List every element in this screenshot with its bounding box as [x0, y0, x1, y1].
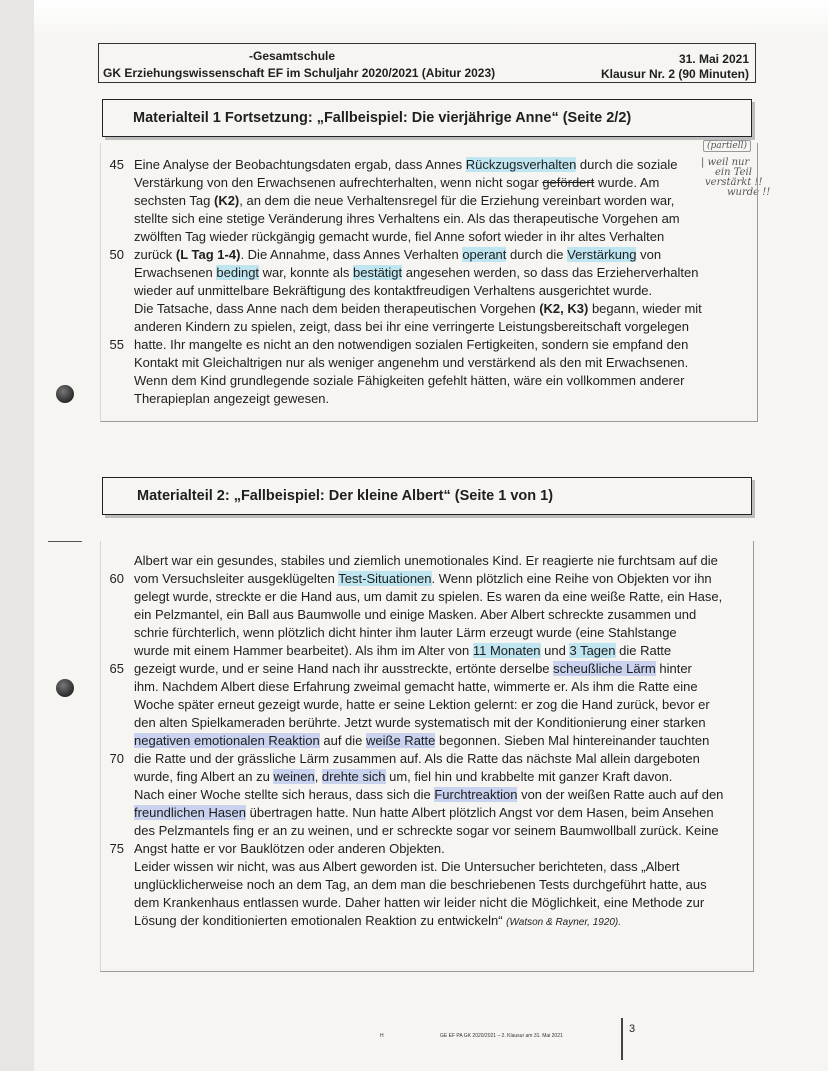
- text-segment: dem Krankenhaus entlassen wurde. Daher hatten wir leider nicht die Möglichkeit, eine Methode zur: [134, 895, 705, 910]
- text-line: [96, 606, 723, 624]
- text-segment: des Pelzmantels fing er an zu weinen, und er schreckte sogar vor seinem Baumwollball zurück. Keine: [134, 823, 719, 838]
- text-segment: unglücklicherweise noch an dem Tag, an dem man die beschriebenen Tests durchgeführt hatte, aus: [134, 877, 707, 892]
- text-line: [96, 822, 723, 840]
- text-segment: Wenn dem Kind grundlegende soziale Fähigkeiten gefehlt hätten, wäre ein vollkommen anderer: [134, 373, 685, 388]
- text-segment: übertragen hatte. Nun hatte Albert plötzlich Angst vor dem Hasen, beim Ansehen: [246, 805, 714, 820]
- text-segment: gelegt wurde, streckte er die Hand aus, um damit zu spielen. Es waren da eine weiße Ratte, ein Hase,: [134, 589, 723, 604]
- highlighted-text: bestätigt: [353, 265, 403, 280]
- school-name: -Gesamtschule: [249, 49, 336, 63]
- text-segment: Therapieplan angezeigt gewesen.: [134, 391, 330, 406]
- text-segment: durch die: [506, 247, 568, 262]
- text-segment: (K2, K3): [539, 301, 589, 316]
- text-segment: von der weißen Ratte auch auf den: [517, 787, 724, 802]
- text-segment: sechsten Tag: [134, 193, 214, 208]
- text-line: [96, 354, 702, 372]
- text-segment: schrie fürchterlich, wenn plötzlich dicht hinter ihm lauter Lärm erzeugt wurde (eine Stahlstange: [134, 625, 677, 640]
- annotation-partiell: (partiell): [703, 140, 751, 152]
- text-line: [96, 696, 723, 714]
- text-segment: den alten Spielkameraden berührte. Jetzt wurde systematisch mit der Konditionierung einer starken: [134, 715, 706, 730]
- text-line: [96, 318, 702, 336]
- line-number: 65: [109, 661, 124, 676]
- annotation-line: wurde !!: [727, 187, 771, 198]
- highlighted-text: weiße Ratte: [366, 733, 436, 748]
- text-segment: die Ratte und der grässliche Lärm zusammen auf. Als die Ratte das nächste Mal allein dargeboten: [134, 751, 700, 766]
- text-segment: zwölften Tag wieder rückgängig gemacht wurde, fiel Anne sofort wieder in ihr altes Verhalten: [134, 229, 665, 244]
- text-line: [96, 192, 702, 210]
- line-number: 70: [109, 751, 124, 766]
- text-segment: Erwachsenen: [134, 265, 217, 280]
- text-segment: Woche später erneut gezeigt wurde, hatte er seine Lektion gelernt: er zog die Hand zurück, bevor er: [134, 697, 710, 712]
- line-number: 50: [109, 247, 124, 262]
- line-number: 55: [109, 337, 124, 352]
- text-segment: auf die: [319, 733, 367, 748]
- text-segment: begonnen. Sieben Mal hintereinander tauchten: [435, 733, 710, 748]
- highlighted-text: Rückzugsverhalten: [465, 157, 577, 172]
- text-segment: wurde, fing Albert an zu: [134, 769, 274, 784]
- section1-text: [96, 156, 702, 408]
- text-line: [96, 228, 702, 246]
- highlighted-text: Verstärkung: [567, 247, 637, 262]
- highlighted-text: drehte sich: [321, 769, 386, 784]
- text-line: [96, 156, 702, 174]
- text-line: [96, 786, 723, 804]
- text-segment: um, fiel hin und krabbelte mit ganzer Kraft davon.: [385, 769, 673, 784]
- text-line: [96, 912, 723, 930]
- page-number-bar: [621, 1018, 623, 1060]
- text-line: [96, 804, 723, 822]
- highlighted-text: bedingt: [216, 265, 260, 280]
- text-line: [96, 174, 702, 192]
- text-line: [96, 372, 702, 390]
- text-line: [96, 588, 723, 606]
- text-segment: wurde mit einem Hammer bearbeitet). Als ihm im Alter von: [134, 643, 473, 658]
- text-line: [96, 840, 723, 858]
- text-segment: (L Tag 1-4): [175, 247, 241, 262]
- text-line: [96, 732, 723, 750]
- punch-hole: [56, 679, 74, 697]
- course-title: GK Erziehungswissenschaft EF im Schuljahr 2020/2021 (Abitur 2023): [103, 66, 496, 80]
- text-segment: . Wenn plötzlich eine Reihe von Objekten vor ihn: [431, 571, 712, 586]
- text-segment: durch die soziale: [576, 157, 678, 172]
- text-line: [96, 210, 702, 228]
- text-segment: hatte. Ihr mangelte es nicht an den notwendigen sozialen Fertigkeiten, sondern sie empfand den: [134, 337, 689, 352]
- text-segment: und: [540, 643, 570, 658]
- highlighted-text: Test-Situationen: [338, 571, 432, 586]
- text-segment: Angst hatte er vor Bauklötzen oder anderen Objekten.: [134, 841, 445, 856]
- line-number: 60: [109, 571, 124, 586]
- text-segment: ihm. Nachdem Albert diese Erfahrung zweimal gemacht hatte, wimmerte er. Als ihm die Ratte eine: [134, 679, 698, 694]
- text-line: [96, 624, 723, 642]
- text-segment: war, konnte als: [259, 265, 353, 280]
- text-segment: Lösung der konditionierten emotionalen Reaktion zu entwickeln“: [134, 913, 507, 928]
- text-segment: Kontakt mit Gleichaltrigen nur als weniger angenehm und verstärkend als den mit Erwachsenen.: [134, 355, 689, 370]
- text-segment: (K2): [213, 193, 240, 208]
- line-number: 75: [109, 841, 124, 856]
- text-segment: von: [636, 247, 662, 262]
- document-header: [98, 43, 756, 83]
- footer-mark: H: [380, 1033, 384, 1039]
- text-line: [96, 570, 723, 588]
- text-segment: begann, wieder mit: [588, 301, 702, 316]
- text-segment: die Ratte: [615, 643, 672, 658]
- annotation-line: ein Teil: [715, 167, 752, 178]
- text-segment: , an dem die neue Verhaltensregel für die Erziehung vereinbart worden war,: [239, 193, 675, 208]
- highlighted-text: 3 Tagen: [569, 643, 616, 658]
- text-line: [96, 282, 702, 300]
- text-line: [96, 552, 723, 570]
- text-segment: Verstärkung von den Erwachsenen aufrechterhalten, wenn nicht sogar: [134, 175, 543, 190]
- section1-title: Materialteil 1 Fortsetzung: „Fallbeispiel: Die vierjährige Anne“ (Seite 2/2): [133, 110, 632, 126]
- highlighted-text: 11 Monaten: [472, 643, 541, 658]
- section1-title-box: [102, 99, 752, 137]
- section2-title: Materialteil 2: „Fallbeispiel: Der kleine Albert“ (Seite 1 von 1): [137, 488, 554, 504]
- highlighted-text: Furchtreaktion: [434, 787, 518, 802]
- highlighted-text: operant: [462, 247, 507, 262]
- text-segment: wurde. Am: [594, 175, 660, 190]
- text-segment: Nach einer Woche stellte sich heraus, dass sich die: [134, 787, 435, 802]
- footer-text: GE EF PA GK 2020/2021 – 2. Klausur am 31. Mai 2021: [440, 1033, 563, 1039]
- text-line: [96, 336, 702, 354]
- text-line: [96, 264, 702, 282]
- page-number: 3: [629, 1023, 636, 1035]
- text-segment: zurück: [134, 247, 176, 262]
- text-segment: Leider wissen wir nicht, was aus Albert geworden ist. Die Untersucher berichteten, dass „Albert: [134, 859, 680, 874]
- text-line: [96, 678, 723, 696]
- highlighted-text: gefördert: [542, 175, 595, 190]
- highlighted-text: scheußliche Lärm: [553, 661, 656, 676]
- highlighted-text: freundlichen Hasen: [134, 805, 247, 820]
- margin-mark: [48, 541, 82, 542]
- exam-date: 31. Mai 2021: [678, 52, 749, 66]
- text-segment: angesehen werden, so dass das Erzieherverhalten: [402, 265, 699, 280]
- section2-text: [96, 552, 723, 930]
- text-segment: ,: [314, 769, 322, 784]
- text-segment: Eine Analyse der Beobachtungsdaten ergab, dass Annes: [134, 157, 466, 172]
- text-segment: Albert war ein gesundes, stabiles und ziemlich unemotionales Kind. Er reagierte nie furchtsam auf die: [134, 553, 718, 568]
- text-segment: anderen Kindern zu spielen, zeigt, dass bei ihr eine verringerte Leistungsbereitschaft vorgelegen: [134, 319, 690, 334]
- text-segment: stellte sich eine stetige Veränderung ihres Verhaltens ein. Als das therapeutische Vorgehen am: [134, 211, 680, 226]
- text-line: [96, 876, 723, 894]
- text-line: [96, 246, 702, 264]
- text-line: [96, 750, 723, 768]
- text-segment: wieder auf unmittelbare Bekräftigung des kontaktfreudigen Verhaltens ausgerichtet wurde.: [134, 283, 653, 298]
- section2-title-box: [102, 477, 752, 515]
- text-line: [96, 714, 723, 732]
- line-number: 45: [109, 157, 124, 172]
- highlighted-text: weinen: [273, 769, 315, 784]
- text-line: [96, 390, 702, 408]
- text-segment: Die Tatsache, dass Anne nach dem beiden therapeutischen Vorgehen: [134, 301, 540, 316]
- text-line: [96, 300, 702, 318]
- paper-top-edge: [34, 0, 828, 40]
- text-line: [96, 642, 723, 660]
- punch-hole: [56, 385, 74, 403]
- text-segment: . Die Annahme, dass Annes Verhalten: [240, 247, 463, 262]
- text-line: [96, 660, 723, 678]
- annotation-line: verstärkt !!: [705, 177, 763, 188]
- highlighted-text: (Watson & Rayner, 1920).: [506, 917, 622, 928]
- text-segment: vom Versuchsleiter ausgeklügelten: [134, 571, 339, 586]
- text-line: [96, 768, 723, 786]
- annotation-line: | weil nur: [701, 157, 750, 168]
- text-line: [96, 894, 723, 912]
- text-line: [96, 858, 723, 876]
- highlighted-text: negativen emotionalen Reaktion: [134, 733, 320, 748]
- text-segment: ein Pelzmantel, ein Ball aus Baumwolle und einige Masken. Aber Albert schreckte zusammen und: [134, 607, 697, 622]
- text-segment: gezeigt wurde, und er seine Hand nach ihr ausstreckte, ertönte derselbe: [134, 661, 554, 676]
- text-segment: hinter: [655, 661, 692, 676]
- exam-number: Klausur Nr. 2 (90 Minuten): [600, 67, 749, 81]
